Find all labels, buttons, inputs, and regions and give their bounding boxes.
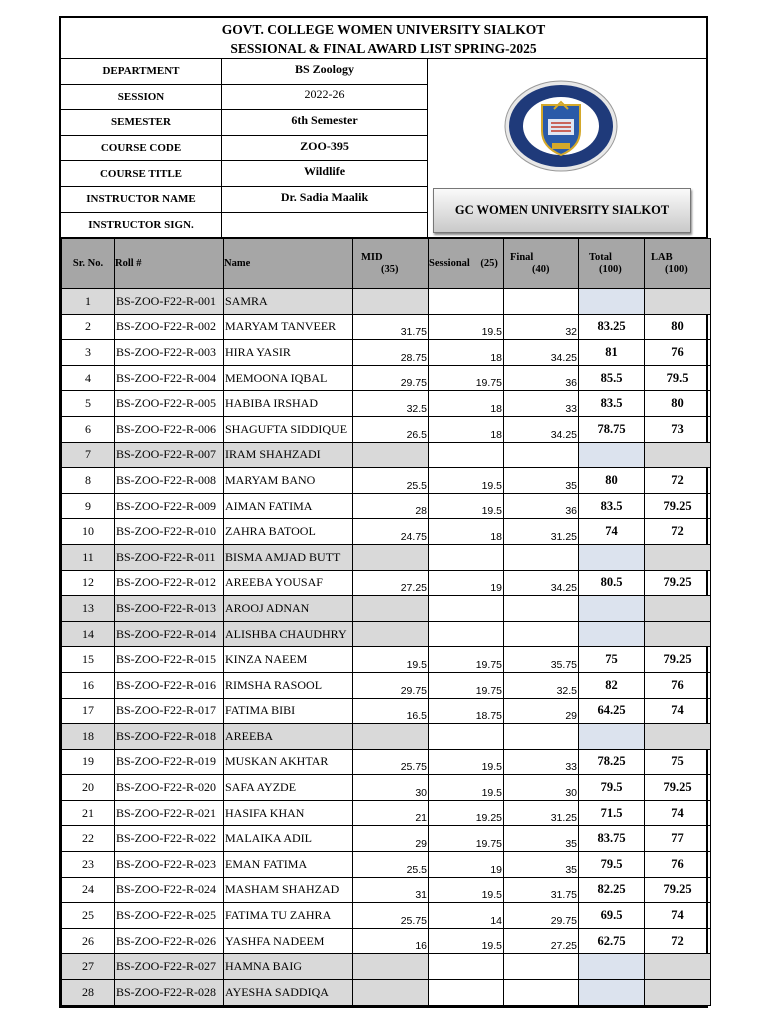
cell-mid: 16 bbox=[353, 928, 429, 954]
cell-roll: BS-ZOO-F22-R-020 bbox=[115, 775, 224, 801]
cell-roll: BS-ZOO-F22-R-016 bbox=[115, 672, 224, 698]
info-label: COURSE CODE bbox=[61, 136, 222, 161]
table-header-row bbox=[62, 239, 711, 289]
cell-sr: 18 bbox=[62, 724, 115, 750]
cell-roll: BS-ZOO-F22-R-006 bbox=[115, 416, 224, 442]
cell-lab: 79.25 bbox=[645, 570, 711, 596]
cell-mid: 31 bbox=[353, 877, 429, 903]
cell-final: 34.25 bbox=[504, 340, 579, 366]
cell-mid bbox=[353, 724, 429, 750]
cell-sessional: 18 bbox=[429, 519, 504, 545]
cell-roll: BS-ZOO-F22-R-022 bbox=[115, 826, 224, 852]
cell-roll: BS-ZOO-F22-R-007 bbox=[115, 442, 224, 468]
cell-roll: BS-ZOO-F22-R-011 bbox=[115, 544, 224, 570]
cell-sessional: 18 bbox=[429, 340, 504, 366]
cell-final: 35 bbox=[504, 826, 579, 852]
cell-name: ALISHBA CHAUDHRY bbox=[224, 621, 353, 647]
table-row bbox=[62, 852, 711, 878]
cell-roll: BS-ZOO-F22-R-008 bbox=[115, 468, 224, 494]
table-row bbox=[62, 314, 711, 340]
cell-name: MARYAM BANO bbox=[224, 468, 353, 494]
col-final: Final (40) bbox=[504, 239, 579, 289]
cell-mid: 21 bbox=[353, 800, 429, 826]
cell-roll: BS-ZOO-F22-R-010 bbox=[115, 519, 224, 545]
cell-sr: 9 bbox=[62, 493, 115, 519]
cell-lab bbox=[645, 442, 711, 468]
cell-total: 83.5 bbox=[579, 493, 645, 519]
cell-final bbox=[504, 442, 579, 468]
cell-roll: BS-ZOO-F22-R-002 bbox=[115, 314, 224, 340]
cell-total bbox=[579, 596, 645, 622]
cell-roll: BS-ZOO-F22-R-004 bbox=[115, 365, 224, 391]
cell-lab bbox=[645, 289, 711, 315]
cell-mid: 29.75 bbox=[353, 365, 429, 391]
cell-sessional: 19.5 bbox=[429, 749, 504, 775]
cell-sessional bbox=[429, 596, 504, 622]
table-row bbox=[62, 980, 711, 1006]
info-label: COURSE TITLE bbox=[61, 161, 222, 186]
cell-roll: BS-ZOO-F22-R-015 bbox=[115, 647, 224, 673]
cell-total bbox=[579, 954, 645, 980]
cell-roll: BS-ZOO-F22-R-014 bbox=[115, 621, 224, 647]
cell-total: 83.25 bbox=[579, 314, 645, 340]
cell-total: 80 bbox=[579, 468, 645, 494]
cell-total bbox=[579, 724, 645, 750]
cell-sr: 8 bbox=[62, 468, 115, 494]
cell-mid bbox=[353, 954, 429, 980]
cell-total: 79.5 bbox=[579, 852, 645, 878]
cell-final: 32.5 bbox=[504, 672, 579, 698]
cell-final bbox=[504, 596, 579, 622]
cell-sr: 13 bbox=[62, 596, 115, 622]
cell-final: 30 bbox=[504, 775, 579, 801]
info-row bbox=[61, 213, 427, 239]
cell-total: 85.5 bbox=[579, 365, 645, 391]
cell-total: 64.25 bbox=[579, 698, 645, 724]
course-info-table bbox=[61, 59, 428, 237]
cell-lab: 72 bbox=[645, 519, 711, 545]
cell-sessional bbox=[429, 724, 504, 750]
cell-sessional: 18 bbox=[429, 416, 504, 442]
cell-mid: 29.75 bbox=[353, 672, 429, 698]
cell-sr: 1 bbox=[62, 289, 115, 315]
info-label: SEMESTER bbox=[61, 110, 222, 135]
cell-roll: BS-ZOO-F22-R-018 bbox=[115, 724, 224, 750]
cell-roll: BS-ZOO-F22-R-012 bbox=[115, 570, 224, 596]
cell-name: FATIMA BIBI bbox=[224, 698, 353, 724]
cell-sessional: 19.5 bbox=[429, 468, 504, 494]
cell-name: KINZA NAEEM bbox=[224, 647, 353, 673]
cell-name: MALAIKA ADIL bbox=[224, 826, 353, 852]
award-list-sheet bbox=[59, 16, 708, 1008]
cell-sr: 4 bbox=[62, 365, 115, 391]
cell-mid: 24.75 bbox=[353, 519, 429, 545]
cell-sr: 2 bbox=[62, 314, 115, 340]
info-value: Wildlife bbox=[303, 164, 346, 179]
cell-sr: 25 bbox=[62, 903, 115, 929]
logo-panel bbox=[428, 59, 706, 237]
cell-mid: 30 bbox=[353, 775, 429, 801]
cell-mid: 28 bbox=[353, 493, 429, 519]
cell-lab: 79.25 bbox=[645, 775, 711, 801]
cell-name: HASIFA KHAN bbox=[224, 800, 353, 826]
cell-sr: 3 bbox=[62, 340, 115, 366]
table-row bbox=[62, 698, 711, 724]
cell-lab: 79.25 bbox=[645, 877, 711, 903]
cell-sessional: 19.75 bbox=[429, 365, 504, 391]
table-row bbox=[62, 800, 711, 826]
cell-roll: BS-ZOO-F22-R-001 bbox=[115, 289, 224, 315]
table-row bbox=[62, 416, 711, 442]
table-row bbox=[62, 647, 711, 673]
table-row bbox=[62, 903, 711, 929]
cell-sessional: 19.5 bbox=[429, 877, 504, 903]
cell-mid: 25.75 bbox=[353, 749, 429, 775]
info-row bbox=[61, 136, 427, 162]
info-value bbox=[222, 213, 427, 239]
cell-final: 35.75 bbox=[504, 647, 579, 673]
cell-final: 34.25 bbox=[504, 570, 579, 596]
col-roll: Roll # bbox=[115, 239, 224, 289]
cell-name: SAMRA bbox=[224, 289, 353, 315]
cell-lab bbox=[645, 724, 711, 750]
cell-sr: 20 bbox=[62, 775, 115, 801]
info-label: DEPARTMENT bbox=[61, 59, 222, 84]
info-value: 2022-26 bbox=[304, 87, 345, 102]
table-row bbox=[62, 724, 711, 750]
info-label: INSTRUCTOR SIGN. bbox=[61, 213, 222, 239]
cell-name: AROOJ ADNAN bbox=[224, 596, 353, 622]
cell-sr: 11 bbox=[62, 544, 115, 570]
cell-total: 78.75 bbox=[579, 416, 645, 442]
info-row bbox=[61, 85, 427, 111]
cell-sessional: 19.5 bbox=[429, 928, 504, 954]
table-row bbox=[62, 672, 711, 698]
document-title bbox=[61, 18, 706, 59]
cell-mid: 27.25 bbox=[353, 570, 429, 596]
cell-name: HAMNA BAIG bbox=[224, 954, 353, 980]
cell-lab: 72 bbox=[645, 928, 711, 954]
cell-sr: 5 bbox=[62, 391, 115, 417]
cell-name: AREEBA bbox=[224, 724, 353, 750]
cell-roll: BS-ZOO-F22-R-026 bbox=[115, 928, 224, 954]
cell-sessional bbox=[429, 621, 504, 647]
cell-lab: 74 bbox=[645, 903, 711, 929]
cell-sessional: 19 bbox=[429, 570, 504, 596]
cell-sr: 27 bbox=[62, 954, 115, 980]
cell-mid bbox=[353, 621, 429, 647]
cell-sessional: 19.5 bbox=[429, 775, 504, 801]
cell-final: 29.75 bbox=[504, 903, 579, 929]
col-mid: MID (35) bbox=[353, 239, 429, 289]
marks-table bbox=[61, 238, 711, 1006]
cell-name: MUSKAN AKHTAR bbox=[224, 749, 353, 775]
cell-lab bbox=[645, 980, 711, 1006]
university-heading: GOVT. COLLEGE WOMEN UNIVERSITY SIALKOT bbox=[221, 22, 546, 37]
cell-mid: 31.75 bbox=[353, 314, 429, 340]
cell-mid: 32.5 bbox=[353, 391, 429, 417]
cell-total: 80.5 bbox=[579, 570, 645, 596]
col-sr: Sr. No. bbox=[62, 239, 115, 289]
cell-roll: BS-ZOO-F22-R-009 bbox=[115, 493, 224, 519]
info-row bbox=[61, 187, 427, 213]
award-list-heading: SESSIONAL & FINAL AWARD LIST SPRING-2025 bbox=[230, 41, 537, 56]
cell-lab bbox=[645, 596, 711, 622]
info-value: 6th Semester bbox=[291, 112, 358, 127]
cell-mid: 28.75 bbox=[353, 340, 429, 366]
table-row bbox=[62, 775, 711, 801]
cell-sr: 19 bbox=[62, 749, 115, 775]
cell-total bbox=[579, 980, 645, 1006]
cell-final: 35 bbox=[504, 852, 579, 878]
cell-roll: BS-ZOO-F22-R-005 bbox=[115, 391, 224, 417]
cell-lab bbox=[645, 621, 711, 647]
table-row bbox=[62, 340, 711, 366]
cell-total: 82.25 bbox=[579, 877, 645, 903]
info-label: SESSION bbox=[61, 85, 222, 110]
col-lab: LAB (100) bbox=[645, 239, 711, 289]
cell-lab bbox=[645, 544, 711, 570]
cell-lab: 80 bbox=[645, 391, 711, 417]
info-value: BS Zoology bbox=[294, 61, 354, 76]
cell-name: HIRA YASIR bbox=[224, 340, 353, 366]
cell-mid bbox=[353, 544, 429, 570]
info-value: ZOO-395 bbox=[300, 138, 349, 153]
cell-sessional bbox=[429, 442, 504, 468]
cell-sr: 24 bbox=[62, 877, 115, 903]
cell-lab: 77 bbox=[645, 826, 711, 852]
table-row bbox=[62, 928, 711, 954]
cell-name: MARYAM TANVEER bbox=[224, 314, 353, 340]
cell-sessional: 19 bbox=[429, 852, 504, 878]
cell-sr: 28 bbox=[62, 980, 115, 1006]
cell-mid bbox=[353, 980, 429, 1006]
cell-sessional: 19.5 bbox=[429, 493, 504, 519]
col-sessional: Sessional (25) bbox=[429, 239, 504, 289]
cell-roll: BS-ZOO-F22-R-021 bbox=[115, 800, 224, 826]
cell-sessional: 14 bbox=[429, 903, 504, 929]
info-row bbox=[61, 59, 427, 85]
table-row bbox=[62, 749, 711, 775]
cell-roll: BS-ZOO-F22-R-027 bbox=[115, 954, 224, 980]
cell-name: BISMA AMJAD BUTT bbox=[224, 544, 353, 570]
cell-final: 33 bbox=[504, 749, 579, 775]
table-row bbox=[62, 468, 711, 494]
cell-name: RIMSHA RASOOL bbox=[224, 672, 353, 698]
cell-final: 36 bbox=[504, 365, 579, 391]
cell-name: IRAM SHAHZADI bbox=[224, 442, 353, 468]
cell-total: 78.25 bbox=[579, 749, 645, 775]
cell-sr: 23 bbox=[62, 852, 115, 878]
cell-sr: 16 bbox=[62, 672, 115, 698]
cell-sessional bbox=[429, 544, 504, 570]
cell-sr: 17 bbox=[62, 698, 115, 724]
cell-total: 74 bbox=[579, 519, 645, 545]
cell-final: 33 bbox=[504, 391, 579, 417]
cell-roll: BS-ZOO-F22-R-028 bbox=[115, 980, 224, 1006]
table-row bbox=[62, 621, 711, 647]
table-row bbox=[62, 570, 711, 596]
cell-final bbox=[504, 724, 579, 750]
table-row bbox=[62, 596, 711, 622]
cell-sr: 14 bbox=[62, 621, 115, 647]
table-row bbox=[62, 391, 711, 417]
university-seal-icon bbox=[502, 79, 620, 173]
cell-sr: 10 bbox=[62, 519, 115, 545]
cell-mid: 16.5 bbox=[353, 698, 429, 724]
cell-final bbox=[504, 954, 579, 980]
cell-total: 82 bbox=[579, 672, 645, 698]
table-row bbox=[62, 442, 711, 468]
cell-total bbox=[579, 289, 645, 315]
cell-final bbox=[504, 289, 579, 315]
cell-final bbox=[504, 621, 579, 647]
cell-sessional: 18.75 bbox=[429, 698, 504, 724]
cell-mid: 25.75 bbox=[353, 903, 429, 929]
cell-name: AIMAN FATIMA bbox=[224, 493, 353, 519]
cell-sessional bbox=[429, 289, 504, 315]
cell-final: 32 bbox=[504, 314, 579, 340]
cell-lab bbox=[645, 954, 711, 980]
cell-sr: 6 bbox=[62, 416, 115, 442]
cell-final: 36 bbox=[504, 493, 579, 519]
cell-name: AREEBA YOUSAF bbox=[224, 570, 353, 596]
cell-lab: 73 bbox=[645, 416, 711, 442]
cell-sessional: 19.75 bbox=[429, 672, 504, 698]
cell-roll: BS-ZOO-F22-R-003 bbox=[115, 340, 224, 366]
cell-name: ZAHRA BATOOL bbox=[224, 519, 353, 545]
cell-total bbox=[579, 544, 645, 570]
university-name-banner: GC WOMEN UNIVERSITY SIALKOT bbox=[433, 188, 691, 233]
cell-roll: BS-ZOO-F22-R-019 bbox=[115, 749, 224, 775]
cell-final: 31.75 bbox=[504, 877, 579, 903]
cell-name: SAFA AYZDE bbox=[224, 775, 353, 801]
table-row bbox=[62, 826, 711, 852]
cell-total: 71.5 bbox=[579, 800, 645, 826]
cell-final bbox=[504, 544, 579, 570]
cell-name: EMAN FATIMA bbox=[224, 852, 353, 878]
table-row bbox=[62, 544, 711, 570]
cell-sessional: 18 bbox=[429, 391, 504, 417]
cell-sessional: 19.75 bbox=[429, 826, 504, 852]
cell-name: MEMOONA IQBAL bbox=[224, 365, 353, 391]
cell-lab: 76 bbox=[645, 852, 711, 878]
table-row bbox=[62, 493, 711, 519]
cell-final: 27.25 bbox=[504, 928, 579, 954]
cell-total: 69.5 bbox=[579, 903, 645, 929]
course-info-block bbox=[61, 59, 706, 238]
cell-roll: BS-ZOO-F22-R-017 bbox=[115, 698, 224, 724]
table-row bbox=[62, 954, 711, 980]
cell-lab: 79.5 bbox=[645, 365, 711, 391]
cell-lab: 80 bbox=[645, 314, 711, 340]
cell-final: 35 bbox=[504, 468, 579, 494]
table-row bbox=[62, 365, 711, 391]
cell-sessional bbox=[429, 980, 504, 1006]
cell-total bbox=[579, 621, 645, 647]
cell-lab: 75 bbox=[645, 749, 711, 775]
cell-sr: 7 bbox=[62, 442, 115, 468]
cell-roll: BS-ZOO-F22-R-025 bbox=[115, 903, 224, 929]
table-row bbox=[62, 877, 711, 903]
info-label: INSTRUCTOR NAME bbox=[61, 187, 222, 212]
cell-lab: 74 bbox=[645, 698, 711, 724]
cell-name: SHAGUFTA SIDDIQUE bbox=[224, 416, 353, 442]
cell-total: 62.75 bbox=[579, 928, 645, 954]
cell-total: 83.5 bbox=[579, 391, 645, 417]
cell-lab: 74 bbox=[645, 800, 711, 826]
cell-mid bbox=[353, 289, 429, 315]
cell-sr: 15 bbox=[62, 647, 115, 673]
info-row bbox=[61, 161, 427, 187]
cell-final bbox=[504, 980, 579, 1006]
cell-final: 34.25 bbox=[504, 416, 579, 442]
cell-lab: 72 bbox=[645, 468, 711, 494]
cell-sr: 26 bbox=[62, 928, 115, 954]
cell-sr: 21 bbox=[62, 800, 115, 826]
cell-final: 31.25 bbox=[504, 800, 579, 826]
cell-total: 83.75 bbox=[579, 826, 645, 852]
col-total: Total (100) bbox=[579, 239, 645, 289]
cell-sr: 22 bbox=[62, 826, 115, 852]
cell-mid bbox=[353, 596, 429, 622]
cell-roll: BS-ZOO-F22-R-013 bbox=[115, 596, 224, 622]
table-row bbox=[62, 289, 711, 315]
cell-mid: 25.5 bbox=[353, 468, 429, 494]
col-name: Name bbox=[224, 239, 353, 289]
cell-mid: 29 bbox=[353, 826, 429, 852]
info-value: Dr. Sadia Maalik bbox=[280, 189, 369, 204]
cell-sessional: 19.25 bbox=[429, 800, 504, 826]
cell-name: MASHAM SHAHZAD bbox=[224, 877, 353, 903]
cell-roll: BS-ZOO-F22-R-023 bbox=[115, 852, 224, 878]
cell-total: 81 bbox=[579, 340, 645, 366]
cell-total: 75 bbox=[579, 647, 645, 673]
cell-final: 29 bbox=[504, 698, 579, 724]
cell-mid bbox=[353, 442, 429, 468]
cell-name: YASHFA NADEEM bbox=[224, 928, 353, 954]
info-row bbox=[61, 110, 427, 136]
cell-sessional: 19.5 bbox=[429, 314, 504, 340]
cell-lab: 79.25 bbox=[645, 647, 711, 673]
cell-sessional: 19.75 bbox=[429, 647, 504, 673]
cell-final: 31.25 bbox=[504, 519, 579, 545]
cell-mid: 25.5 bbox=[353, 852, 429, 878]
cell-sessional bbox=[429, 954, 504, 980]
table-row bbox=[62, 519, 711, 545]
cell-mid: 26.5 bbox=[353, 416, 429, 442]
cell-lab: 76 bbox=[645, 672, 711, 698]
cell-total: 79.5 bbox=[579, 775, 645, 801]
cell-lab: 76 bbox=[645, 340, 711, 366]
cell-name: HABIBA IRSHAD bbox=[224, 391, 353, 417]
cell-name: AYESHA SADDIQA bbox=[224, 980, 353, 1006]
cell-lab: 79.25 bbox=[645, 493, 711, 519]
cell-roll: BS-ZOO-F22-R-024 bbox=[115, 877, 224, 903]
cell-total bbox=[579, 442, 645, 468]
cell-sr: 12 bbox=[62, 570, 115, 596]
cell-mid: 19.5 bbox=[353, 647, 429, 673]
cell-name: FATIMA TU ZAHRA bbox=[224, 903, 353, 929]
